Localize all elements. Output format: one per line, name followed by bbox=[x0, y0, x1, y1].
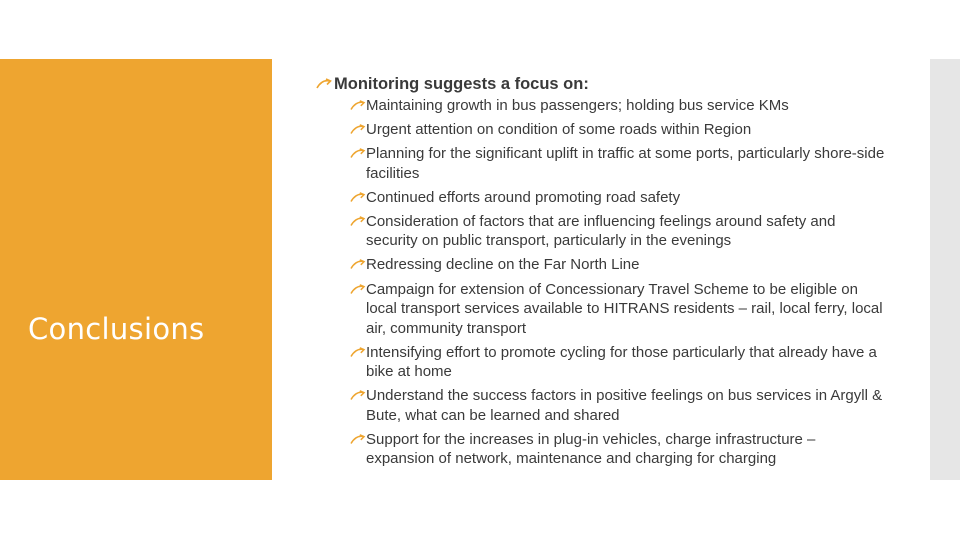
list-item bbox=[350, 280, 886, 339]
list-item-text: Urgent attention on condition of some roads within Region bbox=[366, 121, 752, 139]
list-item bbox=[350, 144, 886, 183]
content-area bbox=[316, 72, 886, 473]
swoosh-arrow-icon bbox=[350, 259, 366, 270]
list-item-text: Campaign for extension of Concessionary Travel Scheme to be eligible on local transport services available to HITRANS residents – rail, local ferry, local air, community transport bbox=[366, 280, 883, 337]
list-item bbox=[350, 120, 886, 140]
list-item bbox=[350, 343, 886, 382]
side-strip bbox=[930, 59, 960, 480]
swoosh-arrow-icon bbox=[316, 78, 332, 90]
swoosh-arrow-icon bbox=[350, 148, 366, 159]
swoosh-arrow-icon bbox=[350, 284, 366, 295]
list-item bbox=[350, 188, 886, 208]
list-item-text: Maintaining growth in bus passengers; holding bus service KMs bbox=[366, 97, 789, 114]
list-item bbox=[350, 386, 886, 425]
heading-bullet bbox=[316, 72, 886, 96]
list-item-text: Consideration of factors that are influencing feelings around safety and security on public transport, particularly in the evenings bbox=[366, 212, 836, 250]
slide-title: Conclusions bbox=[28, 312, 205, 346]
swoosh-arrow-icon bbox=[350, 216, 366, 227]
list-item-text: Planning for the significant uplift in traffic at some ports, particularly shore-side facilities bbox=[366, 145, 885, 182]
swoosh-arrow-icon bbox=[350, 347, 366, 358]
list-item bbox=[350, 212, 886, 251]
list-item-text: Intensifying effort to promote cycling for those particularly that already have a bike at home bbox=[366, 343, 877, 381]
list-item bbox=[350, 96, 886, 116]
swoosh-arrow-icon bbox=[350, 390, 366, 401]
swoosh-arrow-icon bbox=[350, 434, 366, 445]
swoosh-arrow-icon bbox=[350, 124, 366, 135]
heading-text: Monitoring suggests a focus on: bbox=[334, 75, 589, 93]
swoosh-arrow-icon bbox=[350, 100, 366, 111]
list-item-text: Understand the success factors in positive feelings on bus services in Argyll & Bute, what can be learned and shared bbox=[366, 387, 883, 424]
list-item-text: Redressing decline on the Far North Line bbox=[366, 256, 640, 274]
list-item-text: Continued efforts around promoting road safety bbox=[366, 188, 681, 206]
bullet-list bbox=[350, 96, 886, 469]
list-item bbox=[350, 255, 886, 275]
list-item bbox=[350, 430, 886, 469]
list-item-text: Support for the increases in plug-in vehicles, charge infrastructure – expansion of network, maintenance and charging for charging bbox=[366, 430, 816, 468]
swoosh-arrow-icon bbox=[350, 192, 366, 203]
title-panel bbox=[0, 59, 272, 480]
